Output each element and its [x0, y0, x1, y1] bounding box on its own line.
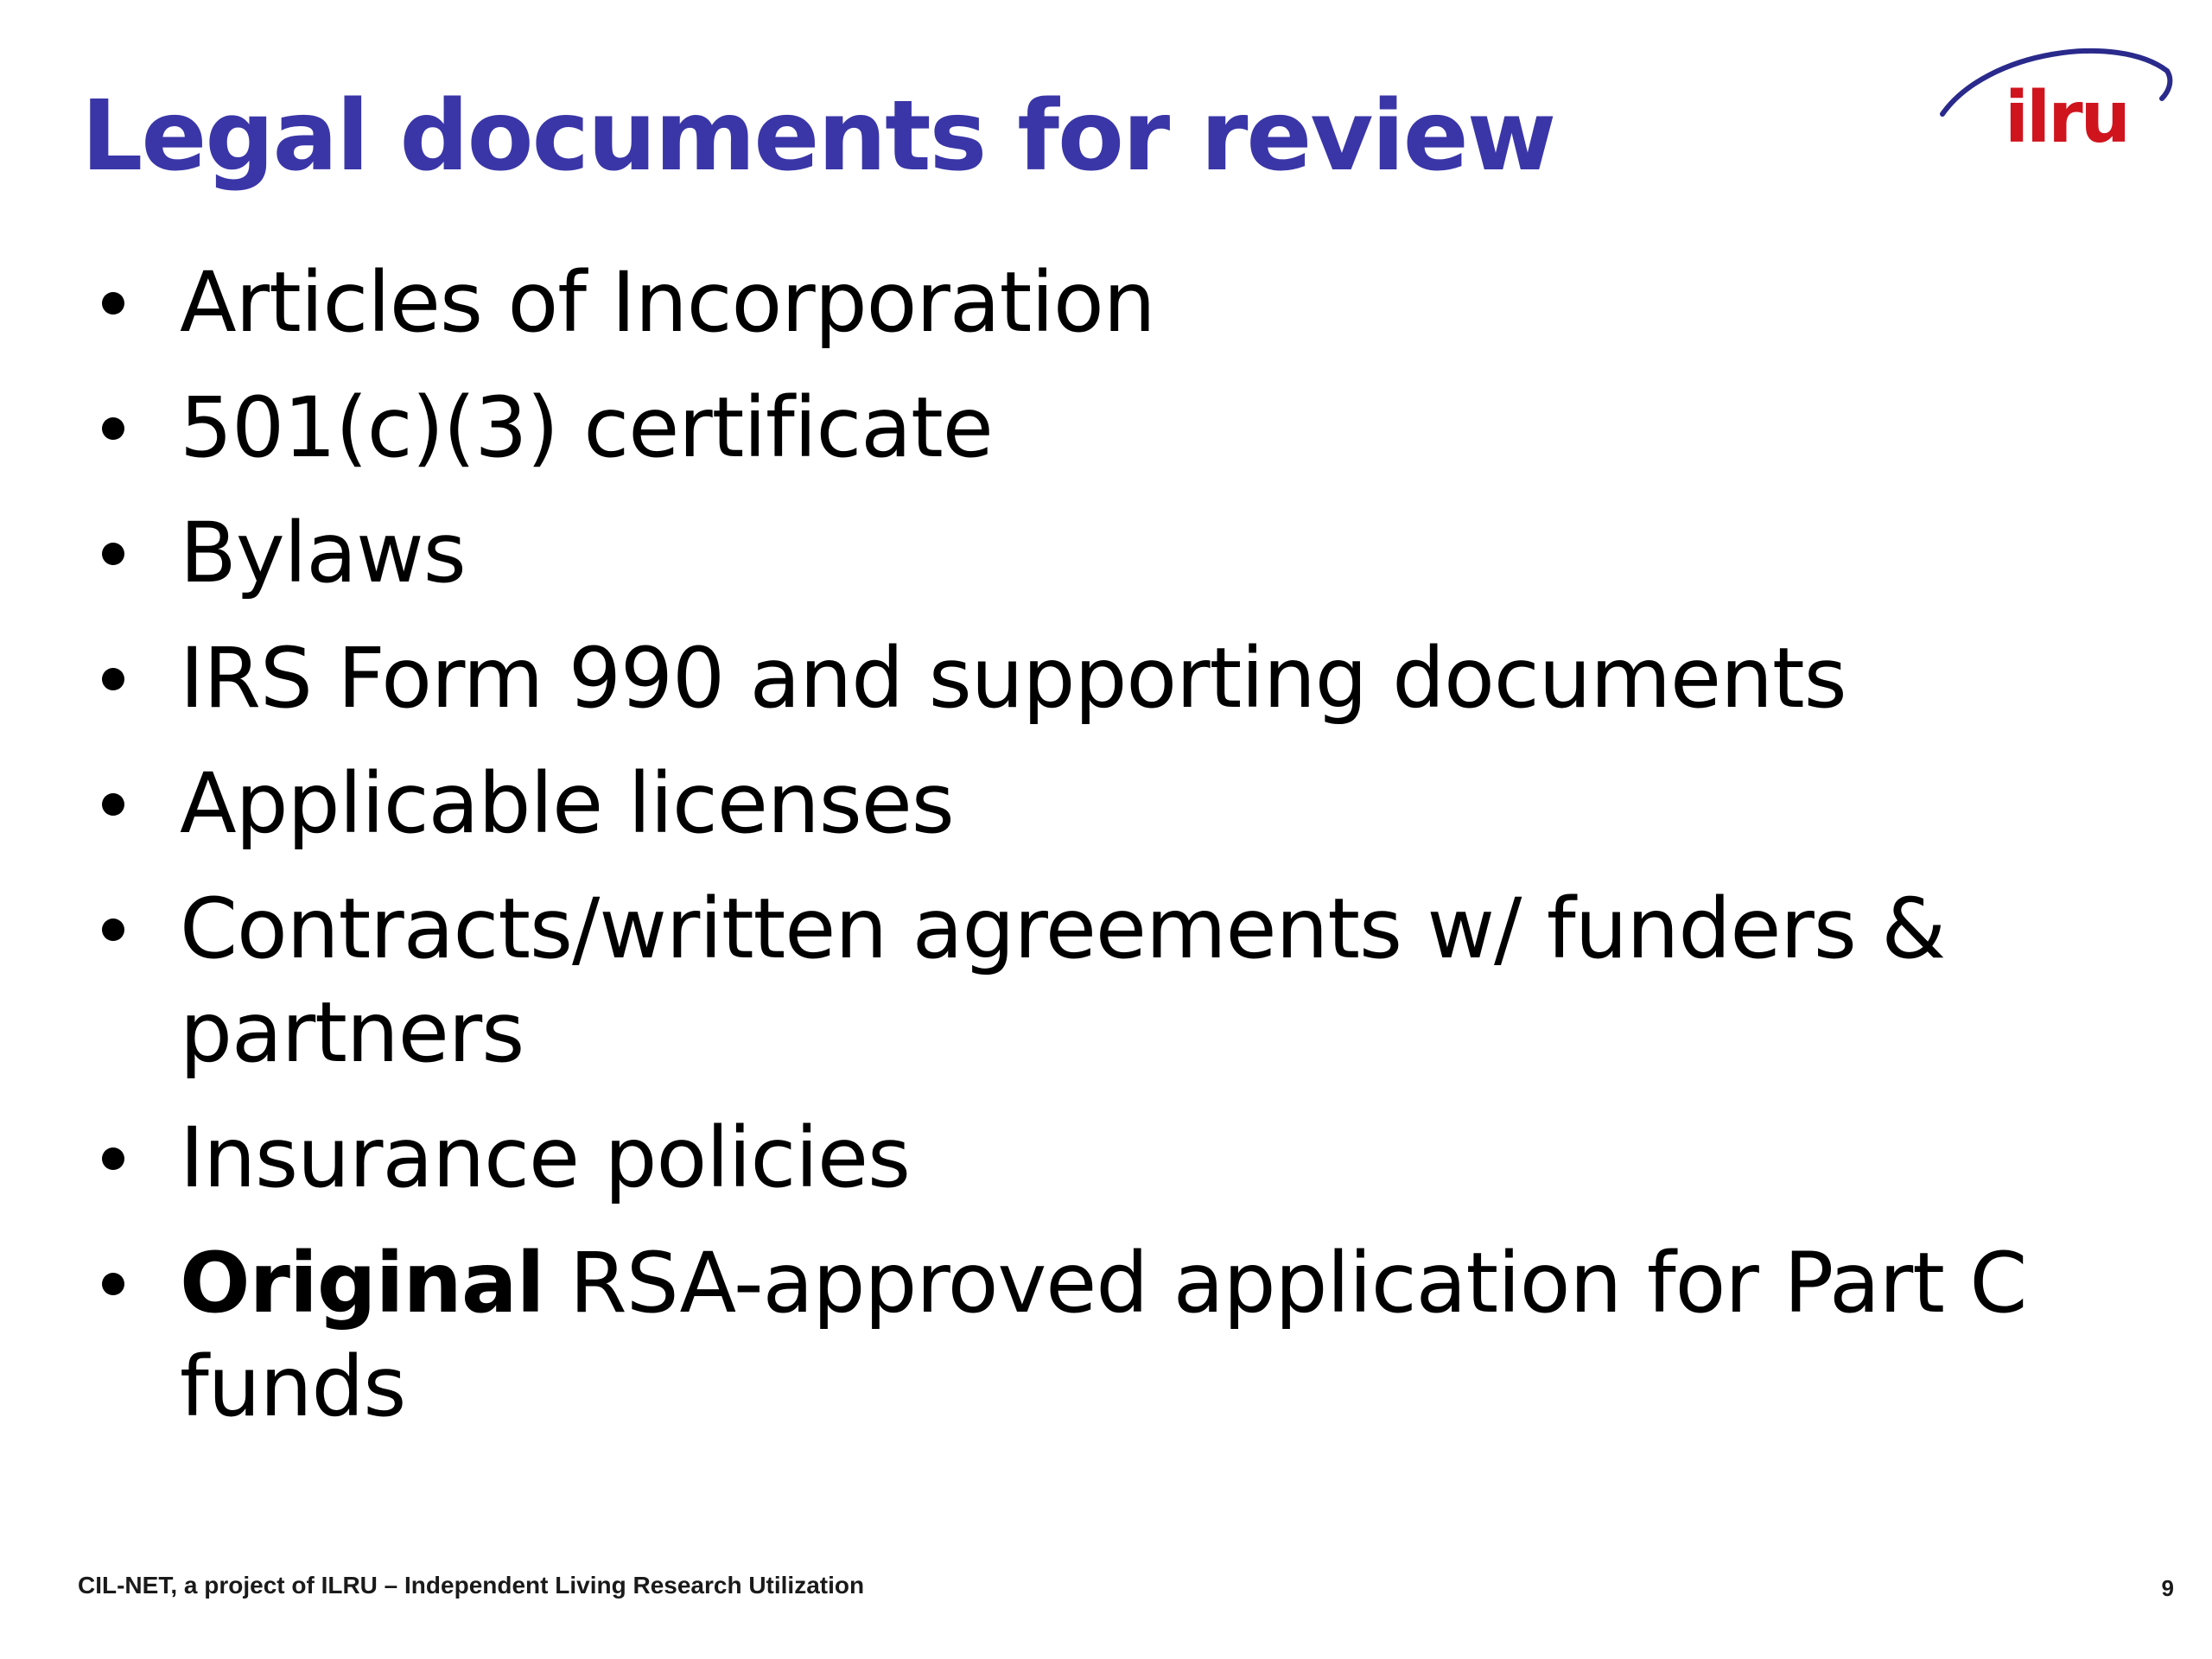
bullet-text: IRS Form 990 and supporting documents — [180, 630, 1847, 727]
list-item — [95, 877, 1994, 1084]
bullet-list — [95, 251, 2186, 1460]
bullet-dot — [102, 1147, 124, 1170]
bullet-text: 501(c)(3) certificate — [180, 379, 993, 476]
bullet-text: Applicable licenses — [180, 755, 954, 852]
bullet-dot — [102, 543, 124, 565]
list-item — [95, 376, 2186, 480]
bullet-text: Bylaws — [180, 505, 466, 601]
bullet-text: Contracts/written agreements w/ funders & partners — [180, 880, 1946, 1081]
bullet-text: RSA-approved application for Part C funds — [180, 1235, 2027, 1435]
list-item — [95, 501, 2186, 605]
list-item — [95, 1231, 2186, 1439]
page-number: 9 — [2161, 1575, 2174, 1601]
bullet-text: Articles of Incorporation — [180, 254, 1155, 351]
bullet-text: Insurance policies — [180, 1109, 911, 1206]
bullet-dot — [102, 793, 124, 816]
list-item — [95, 752, 2186, 855]
bullet-dot — [102, 292, 124, 315]
bullet-dot — [102, 918, 124, 941]
bullet-dot — [102, 668, 124, 690]
bullet-dot — [102, 1273, 124, 1295]
list-item — [95, 251, 2186, 354]
bullet-bold-text: Original — [180, 1235, 544, 1332]
logo-text: ilru — [2005, 77, 2129, 159]
ilru-logo — [1936, 35, 2177, 164]
list-item — [95, 626, 2186, 730]
bullet-dot — [102, 417, 124, 440]
slide-title: Legal documents for review — [81, 80, 1555, 193]
list-item — [95, 1106, 2186, 1210]
footer-text: CIL-NET, a project of ILRU – Independent Living Research Utilization — [78, 1572, 865, 1599]
